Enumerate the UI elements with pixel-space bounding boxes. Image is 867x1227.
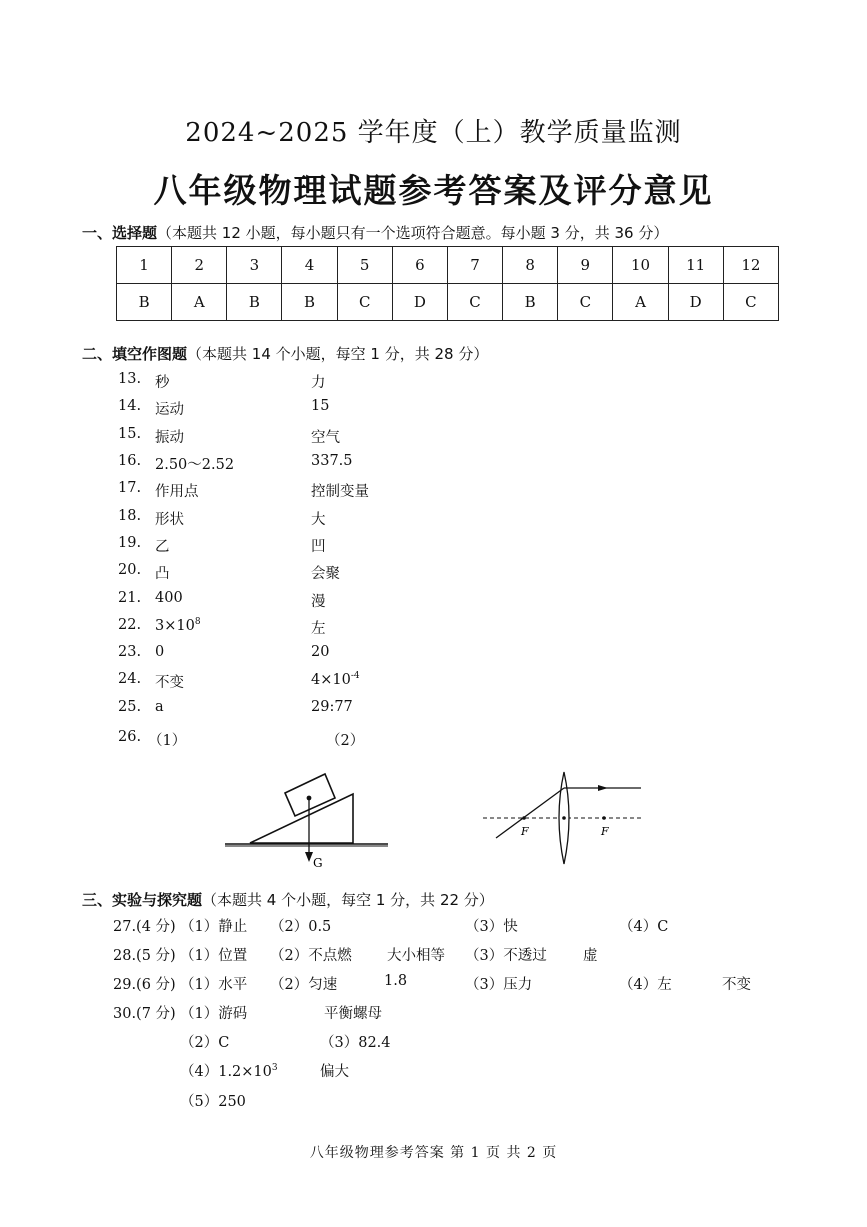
incident-ray bbox=[496, 788, 564, 838]
answer-blank-1: （1） bbox=[148, 733, 187, 749]
answer-blank-2: 15 bbox=[311, 398, 330, 414]
question-number: 9 bbox=[558, 247, 613, 284]
answer-value: 3×10 bbox=[155, 617, 195, 634]
exponent: -4 bbox=[350, 671, 360, 681]
optical-center bbox=[562, 816, 566, 820]
answer-cell: D bbox=[668, 284, 723, 321]
answer-part-3: （3）压力 bbox=[465, 977, 533, 993]
question-label: 29.(6 分) bbox=[113, 977, 176, 993]
question-number: 16. bbox=[118, 453, 142, 469]
answer-blank-2: 左 bbox=[311, 621, 326, 637]
answer-blank-1: 400 bbox=[155, 590, 183, 606]
answer-part-2b: 大小相等 bbox=[387, 948, 445, 964]
section2-title: 二、填空作图题 bbox=[82, 345, 188, 363]
answer-blank-2: 凹 bbox=[311, 539, 326, 555]
question-number: 15. bbox=[118, 426, 142, 442]
answer-part-4: （4）左 bbox=[619, 977, 672, 993]
question-number: 11 bbox=[668, 247, 723, 284]
section3-title: 三、实验与探究题 bbox=[82, 891, 203, 909]
answer-cell: D bbox=[392, 284, 447, 321]
question-number: 2 bbox=[172, 247, 227, 284]
answer-blank-1: a bbox=[155, 699, 164, 715]
answer-part-3: （3）不透过 bbox=[465, 948, 547, 964]
answer-cell: C bbox=[723, 284, 778, 321]
answer-blank-1: 振动 bbox=[155, 430, 184, 446]
answer-blank-2: 337.5 bbox=[311, 453, 353, 469]
answer-part-1: （1）游码 bbox=[180, 1006, 248, 1022]
question-number: 7 bbox=[447, 247, 502, 284]
answer-blank-2: 力 bbox=[311, 375, 326, 391]
answer-blank-2: 会聚 bbox=[311, 566, 340, 582]
answer-cell: A bbox=[613, 284, 668, 321]
answer-blank-1 bbox=[155, 617, 201, 634]
answer-blank-2: 20 bbox=[311, 644, 330, 660]
answer-cell: C bbox=[558, 284, 613, 321]
question-number: 3 bbox=[227, 247, 282, 284]
answer-blank-2: 控制变量 bbox=[311, 484, 369, 500]
section2-heading bbox=[82, 343, 488, 364]
section1-note: （本题共 12 小题，每小题只有一个选项符合题意。每小题 3 分，共 36 分） bbox=[157, 224, 669, 242]
question-number: 4 bbox=[282, 247, 337, 284]
question-number: 19. bbox=[118, 535, 142, 551]
section2-note: （本题共 14 个小题，每空 1 分，共 28 分） bbox=[187, 345, 489, 363]
answer-blank-2: 大 bbox=[311, 512, 326, 528]
answer-part-2: （2）匀速 bbox=[270, 977, 338, 993]
question-30-answers-cont bbox=[113, 1060, 773, 1082]
answer-cell: C bbox=[337, 284, 392, 321]
answer-part-3: （3）快 bbox=[465, 919, 518, 935]
question-number: 22. bbox=[118, 617, 142, 633]
question-29-answers bbox=[113, 973, 773, 995]
section1-heading bbox=[82, 222, 668, 243]
question-number: 8 bbox=[503, 247, 558, 284]
question-number: 18. bbox=[118, 508, 142, 524]
question-number: 26. bbox=[118, 729, 142, 745]
answer-part-2: （2）不点燃 bbox=[270, 948, 352, 964]
answer-cell: C bbox=[447, 284, 502, 321]
answer-part-1: （1）水平 bbox=[180, 977, 248, 993]
answer-value: （4）1.2×10 bbox=[180, 1064, 272, 1080]
answer-part-2: （2）0.5 bbox=[270, 919, 332, 935]
answer-part-1: （1）位置 bbox=[180, 948, 248, 964]
exam-title: 2024~2025 学年度（上）教学质量监测 bbox=[185, 118, 682, 148]
focus-right-point bbox=[602, 816, 606, 820]
incline-gravity-diagram bbox=[220, 770, 395, 875]
focus-left-point bbox=[522, 816, 526, 820]
question-number: 21. bbox=[118, 590, 142, 606]
convex-lens-ray-diagram bbox=[478, 770, 648, 868]
question-label: 30.(7 分) bbox=[113, 1006, 176, 1022]
answer-part-1b: 平衡螺母 bbox=[324, 1006, 382, 1022]
answer-cell: B bbox=[282, 284, 337, 321]
answer-part-4 bbox=[180, 1060, 278, 1081]
answer-blank-1: 凸 bbox=[155, 566, 170, 582]
question-number: 25. bbox=[118, 699, 142, 715]
answer-blank-2: 漫 bbox=[311, 594, 326, 610]
ground-surface bbox=[225, 844, 388, 846]
answer-part-4: （4）C bbox=[619, 919, 669, 935]
answer-part-2b: 1.8 bbox=[384, 973, 408, 989]
answer-cell: A bbox=[172, 284, 227, 321]
answer-key-title: 八年级物理试题参考答案及评分意见 bbox=[153, 171, 714, 210]
focus-right-label: F bbox=[601, 825, 609, 838]
answer-blank-1: 不变 bbox=[155, 675, 184, 691]
question-number: 10 bbox=[613, 247, 668, 284]
question-number: 5 bbox=[337, 247, 392, 284]
section3-note: （本题共 4 个小题，每空 1 分，共 22 分） bbox=[202, 891, 494, 909]
question-number: 23. bbox=[118, 644, 142, 660]
answer-cell: B bbox=[503, 284, 558, 321]
block bbox=[285, 774, 335, 816]
answer-blank-1: 2.50～2.52 bbox=[155, 457, 235, 473]
answer-blank-1: 作用点 bbox=[155, 484, 199, 500]
question-27-answers bbox=[113, 915, 773, 937]
answer-part-5: （5）250 bbox=[180, 1094, 246, 1110]
question-number-row bbox=[117, 247, 779, 284]
answer-blank-2: 29:77 bbox=[311, 699, 353, 715]
question-number: 24. bbox=[118, 671, 142, 687]
question-30-answers-cont bbox=[113, 1031, 773, 1053]
answer-part-4b: 不变 bbox=[722, 977, 751, 993]
answer-blank-1: 0 bbox=[155, 644, 165, 660]
answer-part-3: （3）82.4 bbox=[320, 1035, 391, 1051]
answer-row bbox=[117, 284, 779, 321]
exponent: 8 bbox=[194, 617, 201, 627]
focus-left-label: F bbox=[521, 825, 529, 838]
question-number: 20. bbox=[118, 562, 142, 578]
answer-part-3b: 虚 bbox=[583, 948, 598, 964]
page-footer: 八年级物理参考答案 第 1 页 共 2 页 bbox=[309, 1145, 558, 1161]
question-30-answers bbox=[113, 1002, 773, 1024]
answer-part-1: （1）静止 bbox=[180, 919, 248, 935]
section3-heading bbox=[82, 889, 494, 910]
question-30-answers-cont bbox=[113, 1090, 773, 1112]
exponent: 3 bbox=[271, 1063, 278, 1074]
question-28-answers bbox=[113, 944, 773, 966]
question-number: 1 bbox=[117, 247, 172, 284]
question-label: 27.(4 分) bbox=[113, 919, 176, 935]
answer-blank-1: 乙 bbox=[155, 539, 170, 555]
question-number: 17. bbox=[118, 480, 142, 496]
multiple-choice-answer-table bbox=[116, 246, 779, 321]
ray-arrow bbox=[598, 785, 608, 791]
question-label: 28.(5 分) bbox=[113, 948, 176, 964]
answer-value: 4×10 bbox=[311, 671, 351, 688]
answer-cell: B bbox=[227, 284, 282, 321]
answer-blank-2: 空气 bbox=[311, 430, 340, 446]
answer-part-2: （2）C bbox=[180, 1035, 230, 1051]
section1-title: 一、选择题 bbox=[82, 224, 158, 242]
question-number: 6 bbox=[392, 247, 447, 284]
gravity-label: G bbox=[313, 856, 323, 870]
answer-blank-2: （2） bbox=[326, 733, 365, 749]
answer-cell: B bbox=[117, 284, 172, 321]
question-number: 12 bbox=[723, 247, 778, 284]
question-number: 13. bbox=[118, 371, 142, 387]
answer-blank-2 bbox=[311, 671, 360, 688]
question-number: 14. bbox=[118, 398, 142, 414]
answer-blank-1: 秒 bbox=[155, 375, 170, 391]
answer-part-4b: 偏大 bbox=[320, 1064, 349, 1080]
answer-blank-1: 形状 bbox=[155, 512, 184, 528]
answer-blank-1: 运动 bbox=[155, 402, 184, 418]
